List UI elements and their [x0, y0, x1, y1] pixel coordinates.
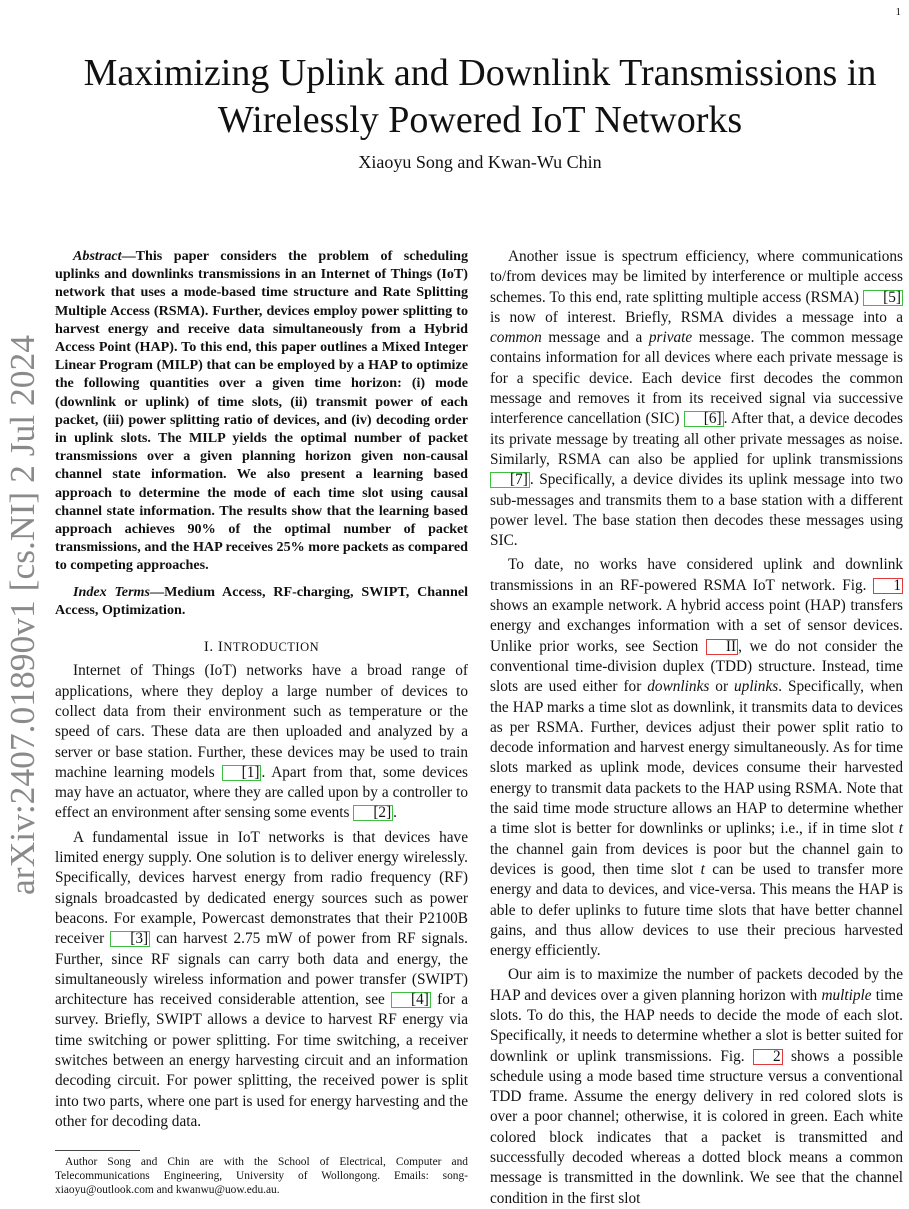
title-line-2: Wirelessly Powered IoT Networks: [217, 99, 743, 141]
citation-link[interactable]: [1]: [222, 765, 262, 781]
authors: Xiaoyu Song and Kwan-Wu Chin: [358, 152, 602, 172]
intro-paragraph-1: Internet of Things (IoT) networks have a broad range of applications, where they deploy a large number of devices to collect data from their environment such as temperature or the speed of cars. These data are then uploaded and analyzed by a server or base station. Further, these devices may be used to train machine learning models [1] . Apart from that, some devices may have an actuator, where they are called upon by a controller to effect an environment after sensing some events [2] .: [55, 662, 469, 822]
intro-paragraph-2: A fundamental issue in IoT networks is that devices have limited energy supply. One solution is to deliver energy wirelessly. Specifically, devices harvest energy from radio frequency (RF) signals broadcasted by dedicated energy sources such as power beacons. For example, Powercast demonstrates that their P2100B receiver [3] can harvest 2.75 mW of power from RF signals. Further, since RF signals can carry both data and energy, the simultaneously wireless information and power transfer (SWIPT) architecture has received considerable attention, see [4] for a survey. Briefly, SWIPT allows a device to harvest RF energy via time switching or power splitting. For time switching, a receiver switches between an energy harvesting circuit and an information decoding circuit. For power splitting, the received power is split into two parts, where one part is used for energy harvesting and the other for decoding data.: [55, 828, 468, 1130]
figure-link[interactable]: 1: [873, 578, 903, 594]
section-heading-introduction: I. INTRODUCTION: [203, 639, 320, 656]
citation-link[interactable]: [7]: [490, 472, 530, 488]
citation-link[interactable]: [4]: [391, 992, 431, 1008]
section-link[interactable]: II: [706, 639, 738, 655]
footnote-rule: [55, 1150, 140, 1151]
citation-link[interactable]: [3]: [110, 931, 150, 947]
citation-link[interactable]: [2]: [353, 805, 393, 821]
arxiv-stamp: [2, 335, 42, 895]
right-column: [490, 247, 903, 1209]
citation-link[interactable]: [6]: [684, 411, 724, 427]
paper-title: [40, 50, 909, 144]
intro-paragraph-4: To date, no works have considered uplink and downlink transmissions in an RF-powered RSMA IoT network. Fig. 1 shows an example network. A hybrid access point (HAP) transfers energy and exchanges information with a set of sensor devices. Unlike prior works, see Section II , we do not consider the conventional time-division duplex (TDD) structure. Instead, time slots are used either for downlinks or uplinks. Specifically, when the HAP marks a time slot as downlink, it transmits data to devices as per RSMA. Further, devices adjust their power split ratio to decode information and harvest energy simultaneously. As for time slots marked as uplink mode, devices consume their harvested energy to transmit data packets to the HAP using RSMA. Note that the said time mode structure allows an HAP to determine whether a time slot is better for downlinks or uplinks; i.e., if in time slot t the channel gain from devices is poor but the channel gain to devices is good, then time slot t can be used to transfer more energy and data to devices, and vice-versa. This means the HAP is able to defer uplinks to future time slots that have better channel gains, and thus allow devices to use their precious harvested energy efficiently.: [490, 556, 903, 960]
abstract-label: Abstract: [73, 248, 122, 264]
citation-link[interactable]: [5]: [863, 290, 903, 306]
index-terms: [55, 583, 468, 619]
abstract: [55, 247, 468, 575]
index-terms-body: —Medium Access, RF-charging, SWIPT, Channel Access, Optimization.: [55, 583, 468, 618]
figure-link[interactable]: 2: [753, 1049, 783, 1065]
title-line-1: Maximizing Uplink and Downlink Transmissions in: [83, 52, 877, 94]
intro-paragraph-5: Our aim is to maximize the number of packets decoded by the HAP and devices over a given planning horizon with multiple time slots. To do this, the HAP needs to decide the mode of each slot. Specifically, it needs to determine whether a slot is better suited for downlink or uplink transmissions. Fig. 2 shows a possible schedule using a mode based time structure versus a conventional TDD frame. Assume the energy delivery in red colored slots is over a poor channel; otherwise, it is colored in green. Each white colored block indicates that a packet is transmitted and successfully decoded whereas a dotted block means a common message is transmitted in the downlink. We see that the channel condition in the first slot: [490, 966, 904, 1207]
intro-paragraph-3: Another issue is spectrum efficiency, where communications to/from devices may be limited by interference or multiple access schemes. To this end, rate splitting multiple access (RSMA) [5] is now of interest. Briefly, RSMA divides a message into a common message and a private message. The common message contains information for all devices where each private message is for a specific device. Each device first decodes the common message and removes it from its received signal via successive interference cancellation (SIC) [6] . After that, a device decodes its private message by treating all other private messages as noise. Similarly, RSMA can also be applied for uplink transmissions [7] . Specifically, a device divides its uplink message into two sub-messages and transmits them to a base station with a different power level. The base station then decodes these messages using SIC.: [490, 248, 904, 550]
left-column: [55, 247, 468, 1132]
index-terms-label: Index Terms: [73, 583, 150, 600]
abstract-body: —This paper considers the problem of scheduling uplinks and downlinks transmissions in an Internet of Things (IoT) network that uses a mode-based time structure and Rate Splitting Multiple Access (RSMA). Further, devices employ power splitting to harvest energy and receive data simultaneously from a Hybrid Access Point (HAP). To this end, this paper outlines a Mixed Integer Linear Program (MILP) that can be employed by a HAP to optimize the following quantities over a given time horizon: (i) mode (downlink or uplink) of time slots, (ii) transmit power of each packet, (iii) power splitting ratio of devices, and (iv) decoding order in uplink slots. The MILP yields the optimal number of packet transmissions over a given planning horizon given non-causal channel state information. We also present a learning based approach to determine the mode of each time slot using causal channel state information. The results show that the learning based approach achieves 90% of the optimal number of packet transmissions, and the HAP receives 25% more packets as compared to competing approaches.: [55, 248, 468, 574]
page-number: 1: [895, 6, 901, 18]
arxiv-stamp-text: arXiv:2407.01890v1 [cs.NI] 2 Jul 2024: [3, 342, 42, 895]
author-footnote: Author Song and Chin are with the School of Electrical, Computer and Telecommunications Engineering, University of Wollongong. Emails: song-xiaoyu@outlook.com and kwanwu@uow.edu.au.: [55, 1156, 468, 1196]
